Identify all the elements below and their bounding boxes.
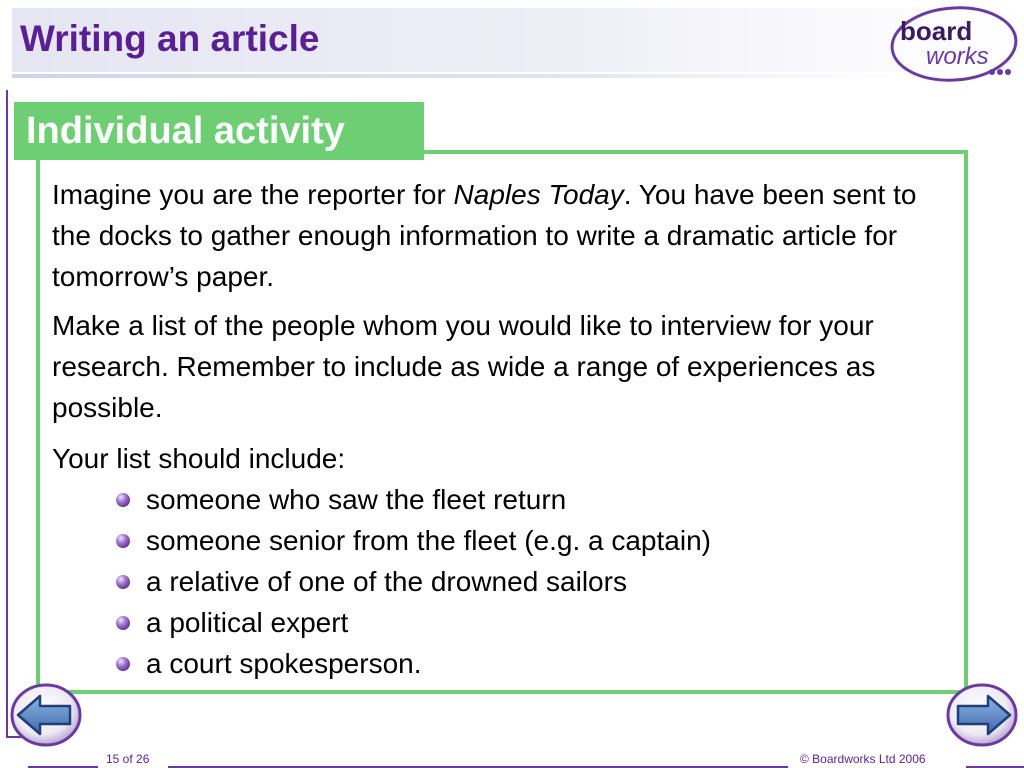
logo-text-board: board [900, 16, 973, 46]
bullet-icon [116, 493, 130, 507]
interviewee-list [52, 479, 962, 684]
previous-slide-button[interactable] [8, 682, 84, 748]
list-item: a political expert [116, 602, 962, 643]
copyright-notice: © Boardworks Ltd 2006 [800, 752, 926, 766]
boardworks-logo[interactable] [888, 4, 1020, 86]
list-item: someone who saw the fleet return [116, 479, 962, 520]
list-item: someone senior from the fleet (e.g. a captain) [116, 520, 962, 561]
next-slide-button[interactable] [944, 682, 1020, 748]
bullet-icon [116, 657, 130, 671]
logo-text-works: works [926, 43, 989, 70]
page-title: Writing an article [20, 18, 320, 59]
header-divider [12, 74, 892, 78]
page-counter: 15 of 26 [106, 752, 150, 766]
publication-name: Naples Today [453, 179, 624, 210]
section-tab-label: Individual activity [26, 110, 345, 152]
section-tab [14, 102, 424, 160]
bullet-icon [116, 616, 130, 630]
activity-content [52, 174, 962, 684]
bullet-icon [116, 575, 130, 589]
left-rail [6, 90, 8, 738]
instruction-paragraph: Make a list of the people whom you would like to interview for your research. Remember to include as wide a range of experiences as possible. [52, 310, 876, 423]
list-item: a relative of one of the drowned sailors [116, 561, 962, 602]
intro-paragraph: Imagine you are the reporter for Naples Today. You have been sent to the docks to gather enough information to write a dramatic article for tomorrow’s paper. [52, 179, 917, 292]
list-intro: Your list should include: [52, 443, 346, 474]
bullet-icon [116, 534, 130, 548]
list-item: a court spokesperson. [116, 643, 962, 684]
